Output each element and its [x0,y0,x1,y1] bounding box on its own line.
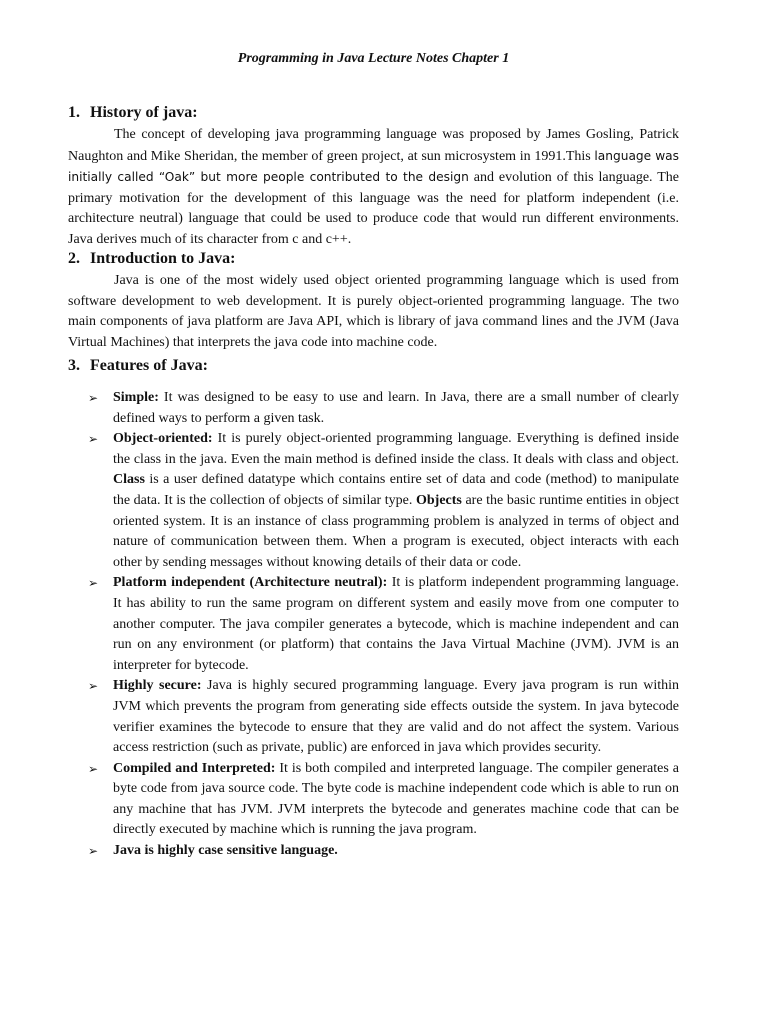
history-paragraph [68,125,679,250]
section-title: Introduction to Java: [90,250,236,267]
feature-text: are the basic runtime entities in object oriented system. It is an instance of class programming problem is analyzed in terms of object and nature of communication between them. When a program is executed, object interacts with each other by sending messages without knowing details of their data or code. [113,492,679,570]
introduction-paragraph: Java is one of the most widely used object oriented programming language which is used from software development to web development. It is purely object-oriented programming language. The two main components of java platform are Java API, which is library of java command lines and the JVM (Java Virtual Machines) that interprets the java code into machine code. [68,273,679,350]
section-title: Features of Java: [90,357,208,374]
feature-term: Compiled and Interpreted: [113,760,276,776]
feature-object-oriented [68,429,679,573]
feature-text: It is platform independent programming language. It has ability to run the same program on different system and easily move from one computer to another computer. The java compiler generates a bytecode, which is machine independent and can run on any environment (or platform) that contains the Java Virtual Machine (JVM). JVM is an interpreter for bytecode. [113,575,680,673]
arrow-bullet-icon: ➢ [88,432,99,447]
feature-term: Platform independent (Architecture neutral): [113,575,388,591]
feature-text: Java is highly secured programming language. Every java program is run within JVM which prevents the program from generating side effects outside the system. In java bytecode verifier examines the bytecode to ensure that they are valid and do not affect the system. Various access restriction (such as private, public) are enforced in java which provides security. [113,678,679,756]
feature-simple [68,388,679,429]
feature-term: Java is highly case sensitive language. [113,843,338,859]
section-heading-features [68,356,208,376]
feature-term: Highly secure: [113,678,202,694]
feature-platform-independent [68,573,679,676]
history-text-3: and evolution of this language. The primary motivation for the development of this language was the need for platform independent (i.e. architecture neutral) language that could be used to produce code that would run different environments. Java derives much of its character from c and c++. [68,170,679,247]
history-text-2: language was initially called “Oak” but more people contributed to the design [68,148,679,184]
feature-text: It is both compiled and interpreted language. The compiler generates a byte code from java source code. The byte code is machine independent code which is able to run on any machine that has JVM. JVM interprets the bytecode and generates machine code that can be directly executed by machine which is running the java program. [113,760,679,838]
section-number: 3. [68,357,80,374]
feature-term: Object-oriented: [113,431,213,447]
feature-keyword-class: Class [113,472,145,488]
feature-case-sensitive [68,841,679,862]
feature-text: It was designed to be easy to use and learn. In Java, there are a small number of clearly defined ways to perform a given task. [113,390,679,426]
feature-compiled-interpreted [68,759,679,841]
arrow-bullet-icon: ➢ [88,576,99,591]
features-list [68,388,679,862]
arrow-bullet-icon: ➢ [88,679,99,694]
feature-term: Simple: [113,390,159,405]
section-number: 2. [68,250,80,267]
history-text-1: The concept of developing java programming language was proposed by James Gosling, Patrick Naughton and Mike Sheridan, the member of green project, at sun microsystem in 1991.This [68,127,679,164]
running-title: Programming in Java Lecture Notes Chapter 1 [237,51,510,66]
section-heading-introduction [68,249,236,269]
section-number: 1. [68,104,80,121]
feature-text: It is purely object-oriented programming language. Everything is defined inside the class in the java. Even the main method is defined inside the class. It deals with class and object. [113,431,679,467]
feature-highly-secure [68,676,679,758]
arrow-bullet-icon: ➢ [88,391,99,405]
feature-keyword-objects: Objects [415,492,462,508]
feature-text: is a user defined datatype which contains entire set of data and code (method) to manipulate the data. It is the collection of objects of similar type. [113,472,679,508]
arrow-bullet-icon: ➢ [88,844,99,859]
arrow-bullet-icon: ➢ [88,761,99,776]
section-title: History of java: [90,104,198,121]
section-heading-history [68,103,198,123]
